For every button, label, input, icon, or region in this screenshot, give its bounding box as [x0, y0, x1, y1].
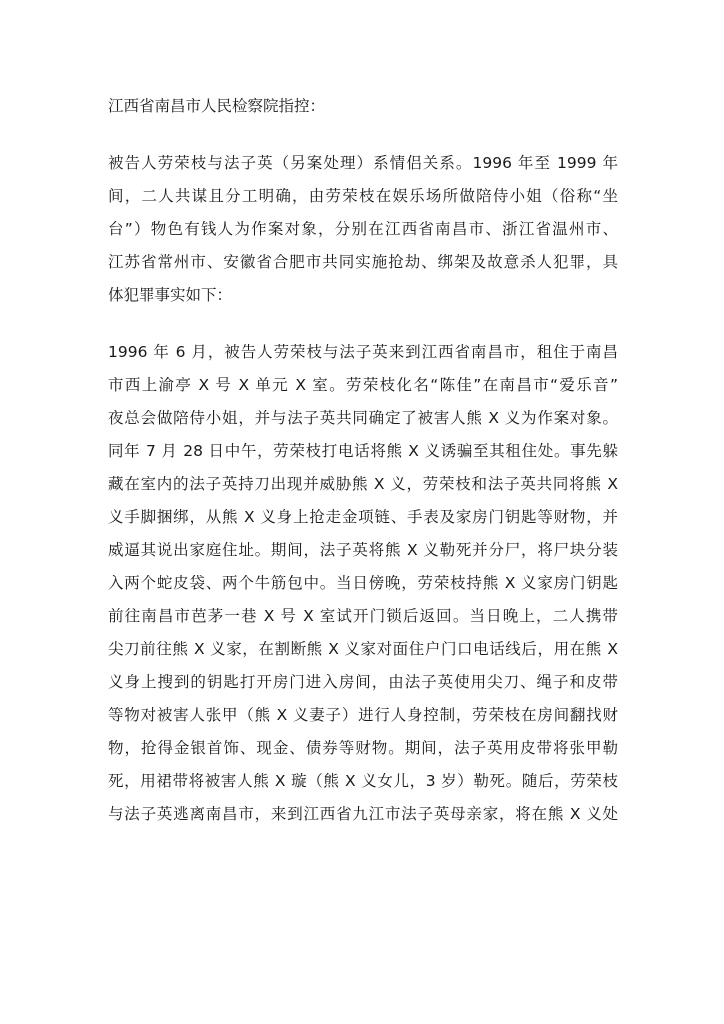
document-body [108, 90, 618, 831]
paragraph-2-line-11: 义身上搜到的钥匙打开房门进入房间，由法子英使用尖刀、绳子和皮带 [108, 673, 618, 691]
paragraph-2-line-14: 死，用裙带将被害人熊 X 璇（熊 X 义女儿，3 岁）勒死。随后，劳荣枝 [108, 772, 618, 790]
paragraph-2-line-3: 夜总会做陪侍小姐，并与法子英共同确定了被害人熊 X 义为作案对象。 [108, 409, 618, 427]
paragraph-1-line-3: 台”）物色有钱人为作案对象，分别在江西省南昌市、浙江省温州市、 [108, 220, 618, 238]
paragraph-2-line-5: 藏在室内的法子英持刀出现并威胁熊 X 义，劳荣枝和法子英共同将熊 X [108, 475, 618, 493]
paragraph-1-line-1: 被告人劳荣枝与法子英（另案处理）系情侣关系。1996 年至 1999 年 [108, 154, 618, 172]
paragraph-1 [108, 147, 618, 312]
paragraph-2-line-15: 与法子英逃离南昌市，来到江西省九江市法子英母亲家，将在熊 X 义处 [108, 805, 618, 823]
paragraph-1-line-4: 江苏省常州市、安徽省合肥市共同实施抢劫、绑架及故意杀人犯罪，具 [108, 253, 618, 271]
document-heading: 江西省南昌市人民检察院指控： [108, 97, 326, 115]
paragraph-2-line-7: 威逼其说出家庭住址。期间，法子英将熊 X 义勒死并分尸，将尸块分装 [108, 541, 618, 559]
paragraph-2-line-2: 市西上渝亭 X 号 X 单元 X 室。劳荣枝化名“陈佳”在南昌市“爱乐音” [108, 376, 618, 394]
paragraph-2-line-1: 1996 年 6 月，被告人劳荣枝与法子英来到江西省南昌市，租住于南昌 [108, 343, 618, 361]
paragraph-2-line-10: 尖刀前往熊 X 义家，在割断熊 X 义家对面住户门口电话线后，用在熊 X [108, 640, 618, 658]
paragraph-2-line-13: 物，抢得金银首饰、现金、债券等财物。期间，法子英用皮带将张甲勒 [108, 739, 618, 757]
paragraph-1-line-2: 间，二人共谋且分工明确，由劳荣枝在娱乐场所做陪侍小姐（俗称“坐 [108, 187, 618, 205]
paragraph-2-line-12: 等物对被害人张甲（熊 X 义妻子）进行人身控制，劳荣枝在房间翻找财 [108, 706, 618, 724]
paragraph-2-line-8: 入两个蛇皮袋、两个牛筋包中。当日傍晚，劳荣枝持熊 X 义家房门钥匙 [108, 574, 618, 592]
paragraph-2-line-6: 义手脚捆绑，从熊 X 义身上抢走金项链、手表及家房门钥匙等财物，并 [108, 508, 618, 526]
paragraph-2-line-4: 同年 7 月 28 日中午，劳荣枝打电话将熊 X 义诱骗至其租住处。事先躲 [108, 442, 618, 460]
paragraph-2-line-9: 前往南昌市芭茅一巷 X 号 X 室试开门锁后返回。当日晚上，二人携带 [108, 607, 618, 625]
paragraph-spacer [108, 123, 618, 147]
paragraph-2 [108, 336, 618, 831]
paragraph-1-line-5: 体犯罪事实如下： [108, 286, 233, 304]
paragraph-spacer [108, 312, 618, 336]
